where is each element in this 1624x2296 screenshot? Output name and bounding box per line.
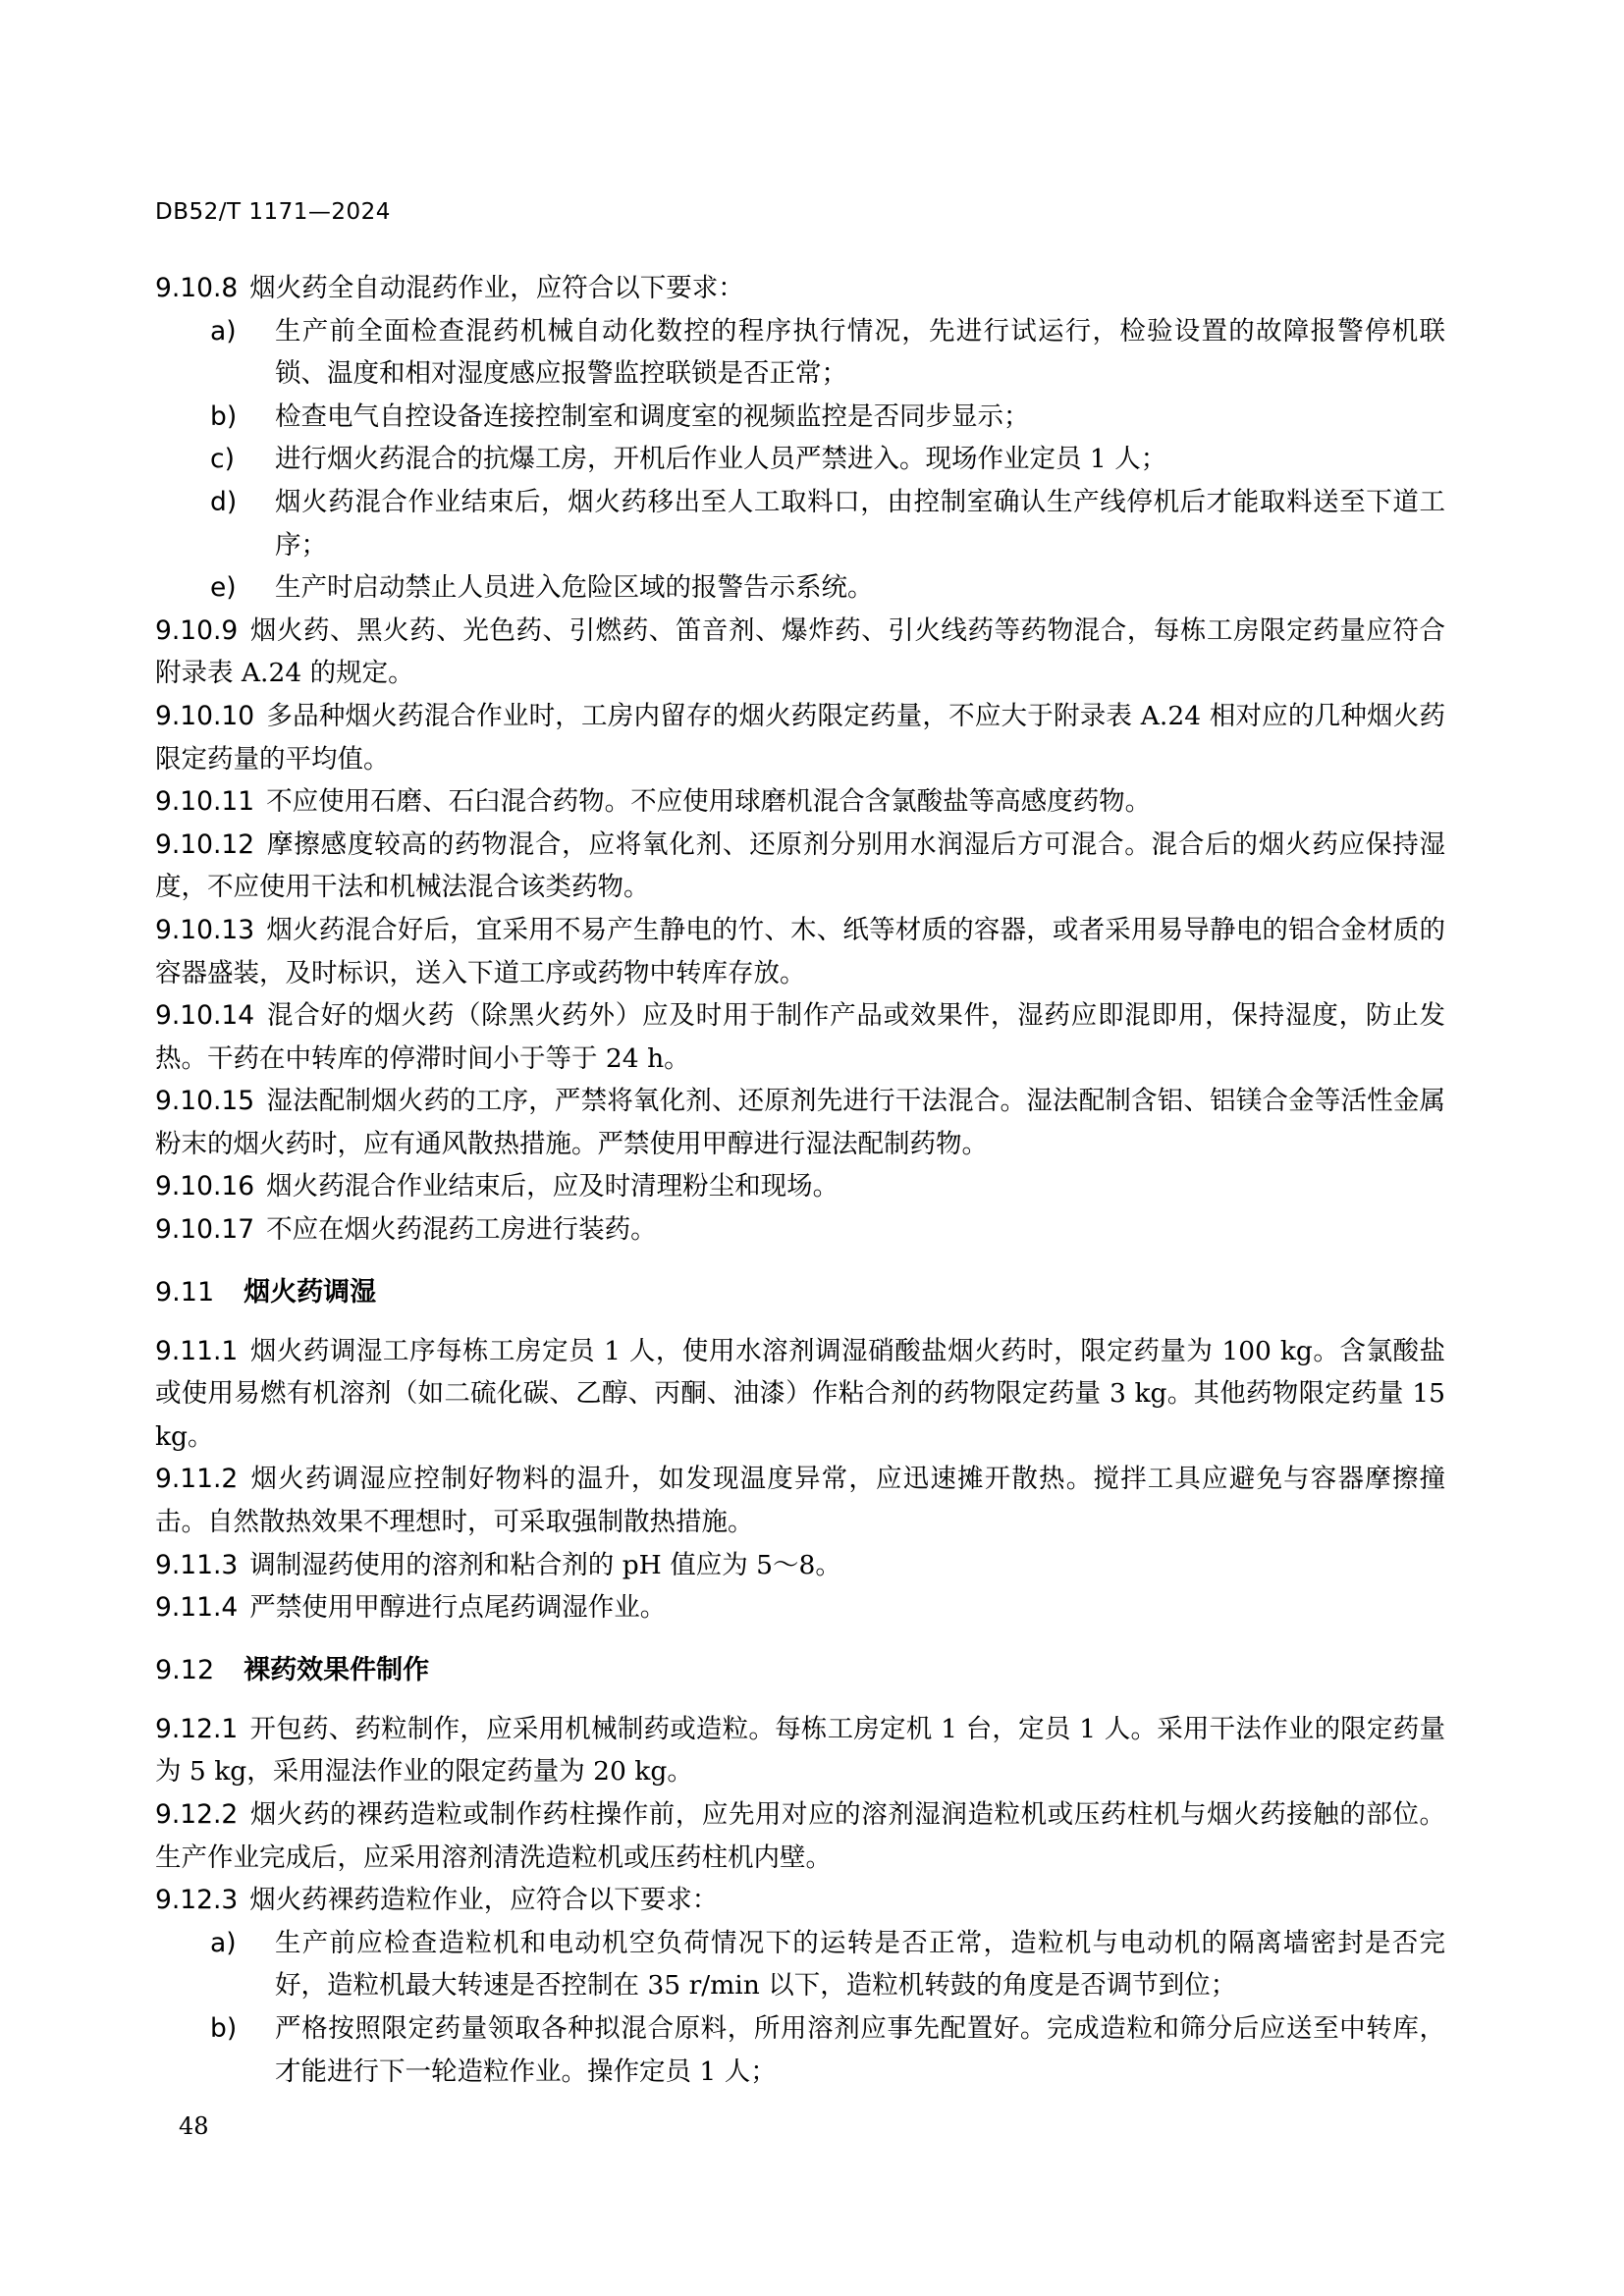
clause-number: 9.10.16 bbox=[155, 1171, 255, 1202]
clause-text: 烟火药混合好后，宜采用不易产生静电的竹、木、纸等材质的容器，或者采用易导静电的铝合金材质的容器盛装，及时标识，送入下道工序或药物中转库存放。 bbox=[155, 914, 1445, 988]
clause-paragraph bbox=[155, 824, 1445, 909]
clause-paragraph bbox=[155, 1208, 1445, 1252]
clause-number: 9.10.14 bbox=[155, 1000, 255, 1032]
list-marker: d) bbox=[210, 486, 238, 517]
section-title: 烟火药调湿 bbox=[244, 1276, 377, 1308]
clause-text: 烟火药调湿工序每栋工房定员 1 人，使用水溶剂调湿硝酸盐烟火药时，限定药量为 100 kg。含氯酸盐或使用易燃有机溶剂（如二硫化碳、乙醇、丙酮、油漆）作粘合剂的药物限定药量 3 kg。其他药物限定药量 15 kg。 bbox=[155, 1335, 1445, 1452]
clause-number: 9.12.2 bbox=[155, 1799, 239, 1830]
clause-paragraph bbox=[155, 1165, 1445, 1208]
clause-text: 烟火药裸药造粒作业，应符合以下要求： bbox=[249, 1885, 719, 1916]
list-item-text: 生产前全面检查混药机械自动化数控的程序执行情况，先进行试运行，检验设置的故障报警停机联锁、温度和相对湿度感应报警监控联锁是否正常； bbox=[275, 315, 1445, 390]
clause-number: 9.11.3 bbox=[155, 1549, 239, 1580]
clause-text: 湿法配制烟火药的工序，严禁将氧化剂、还原剂先进行干法混合。湿法配制含铝、铝镁合金等活性金属粉末的烟火药时，应有通风散热措施。严禁使用甲醇进行湿法配制药物。 bbox=[155, 1086, 1445, 1159]
list-item-text: 生产时启动禁止人员进入危险区域的报警告示系统。 bbox=[275, 572, 874, 604]
list-item-text: 严格按照限定药量领取各种拟混合原料，所用溶剂应事先配置好。完成造粒和筛分后应送至中转库，才能进行下一轮造粒作业。操作定员 1 人； bbox=[275, 2012, 1445, 2087]
list-item bbox=[155, 438, 1445, 481]
section-number: 9.12 bbox=[155, 1654, 215, 1685]
clause-paragraph bbox=[155, 1080, 1445, 1165]
clause-text: 不应使用石磨、石臼混合药物。不应使用球磨机混合含氯酸盐等高感度药物。 bbox=[266, 786, 1152, 818]
clause-text: 调制湿药使用的溶剂和粘合剂的 pH 值应为 5～8。 bbox=[249, 1549, 841, 1580]
clause-number: 9.11.4 bbox=[155, 1592, 239, 1624]
clause-text: 不应在烟火药混药工房进行装药。 bbox=[266, 1214, 657, 1246]
list-item-text: 检查电气自控设备连接控制室和调度室的视频监控是否同步显示； bbox=[275, 400, 1030, 432]
clause-paragraph bbox=[155, 1879, 1445, 1922]
clause-paragraph bbox=[155, 909, 1445, 994]
clause-paragraph bbox=[155, 610, 1445, 695]
clause-paragraph bbox=[155, 780, 1445, 824]
section-title: 裸药效果件制作 bbox=[244, 1654, 430, 1685]
clause-number: 9.10.11 bbox=[155, 786, 255, 818]
clause-number: 9.10.17 bbox=[155, 1214, 255, 1246]
clause-text: 多品种烟火药混合作业时，工房内留存的烟火药限定药量，不应大于附录表 A.24 相对应的几种烟火药限定药量的平均值。 bbox=[155, 700, 1445, 774]
clause-text: 烟火药、黑火药、光色药、引燃药、笛音剂、爆炸药、引火线药等药物混合，每栋工房限定药量应符合附录表 A.24 的规定。 bbox=[155, 614, 1445, 689]
list-item-text: 烟火药混合作业结束后，烟火药移出至人工取料口，由控制室确认生产线停机后才能取料送至下道工序； bbox=[275, 486, 1445, 561]
clause-number: 9.10.8 bbox=[155, 273, 239, 303]
clause-paragraph bbox=[155, 1330, 1445, 1459]
section-number: 9.11 bbox=[155, 1276, 215, 1308]
clause-paragraph bbox=[155, 1458, 1445, 1543]
clause-text: 严禁使用甲醇进行点尾药调湿作业。 bbox=[249, 1592, 667, 1624]
clause-paragraph bbox=[155, 1544, 1445, 1587]
clause-text: 开包药、药粒制作，应采用机械制药或造粒。每栋工房定机 1 台，定员 1 人。采用干法作业的限定药量为 5 kg，采用湿法作业的限定药量为 20 kg。 bbox=[155, 1713, 1445, 1788]
document-id: DB52/T 1171—2024 bbox=[155, 199, 391, 225]
clause-text: 混合好的烟火药（除黑火药外）应及时用于制作产品或效果件，湿药应即混即用，保持湿度，防止发热。干药在中转库的停滞时间小于等于 24 h。 bbox=[155, 1000, 1445, 1074]
clause-number: 9.10.10 bbox=[155, 700, 255, 731]
page-number: 48 bbox=[179, 2112, 209, 2140]
section-heading bbox=[155, 1649, 1445, 1692]
clause-paragraph bbox=[155, 267, 1445, 310]
list-item bbox=[155, 396, 1445, 439]
list-marker: b) bbox=[210, 400, 238, 432]
list-item-text: 生产前应检查造粒机和电动机空负荷情况下的运转是否正常，造粒机与电动机的隔离墙密封是否完好，造粒机最大转速是否控制在 35 r/min 以下，造粒机转鼓的角度是否调节到位； bbox=[275, 1927, 1445, 2002]
list-item bbox=[155, 310, 1445, 396]
clause-number: 9.11.1 bbox=[155, 1335, 239, 1366]
list-item bbox=[155, 2007, 1445, 2093]
list-marker: a) bbox=[210, 1927, 237, 1958]
clause-text: 烟火药的裸药造粒或制作药柱操作前，应先用对应的溶剂湿润造粒机或压药柱机与烟火药接触的部位。生产作业完成后，应采用溶剂清洗造粒机或压药柱机内壁。 bbox=[155, 1799, 1445, 1873]
list-item bbox=[155, 566, 1445, 610]
clause-number: 9.12.1 bbox=[155, 1713, 239, 1744]
document-body bbox=[155, 267, 1445, 2093]
clause-text: 烟火药调湿应控制好物料的温升，如发现温度异常，应迅速摊开散热。搅拌工具应避免与容器摩擦撞击。自然散热效果不理想时，可采取强制散热措施。 bbox=[155, 1464, 1445, 1538]
clause-number: 9.12.3 bbox=[155, 1885, 239, 1916]
clause-paragraph bbox=[155, 1586, 1445, 1629]
list-marker: e) bbox=[210, 572, 237, 604]
clause-number: 9.10.13 bbox=[155, 914, 255, 945]
clause-number: 9.10.12 bbox=[155, 828, 255, 860]
list-marker: a) bbox=[210, 315, 237, 347]
clause-paragraph bbox=[155, 695, 1445, 780]
clause-number: 9.10.15 bbox=[155, 1086, 255, 1117]
list-item bbox=[155, 481, 1445, 566]
clause-paragraph bbox=[155, 1708, 1445, 1793]
list-marker: c) bbox=[210, 444, 235, 475]
clause-text: 烟火药全自动混药作业，应符合以下要求： bbox=[249, 273, 744, 303]
list-item-text: 进行烟火药混合的抗爆工房，开机后作业人员严禁进入。现场作业定员 1 人； bbox=[275, 444, 1167, 475]
list-item bbox=[155, 1922, 1445, 2007]
clause-number: 9.10.9 bbox=[155, 614, 239, 646]
clause-paragraph bbox=[155, 1793, 1445, 1879]
section-heading bbox=[155, 1271, 1445, 1314]
clause-text: 烟火药混合作业结束后，应及时清理粉尘和现场。 bbox=[266, 1171, 839, 1202]
clause-text: 摩擦感度较高的药物混合，应将氧化剂、还原剂分别用水润湿后方可混合。混合后的烟火药应保持湿度，不应使用干法和机械法混合该类药物。 bbox=[155, 828, 1445, 903]
clause-paragraph bbox=[155, 994, 1445, 1080]
clause-number: 9.11.2 bbox=[155, 1464, 239, 1495]
list-marker: b) bbox=[210, 2012, 238, 2044]
